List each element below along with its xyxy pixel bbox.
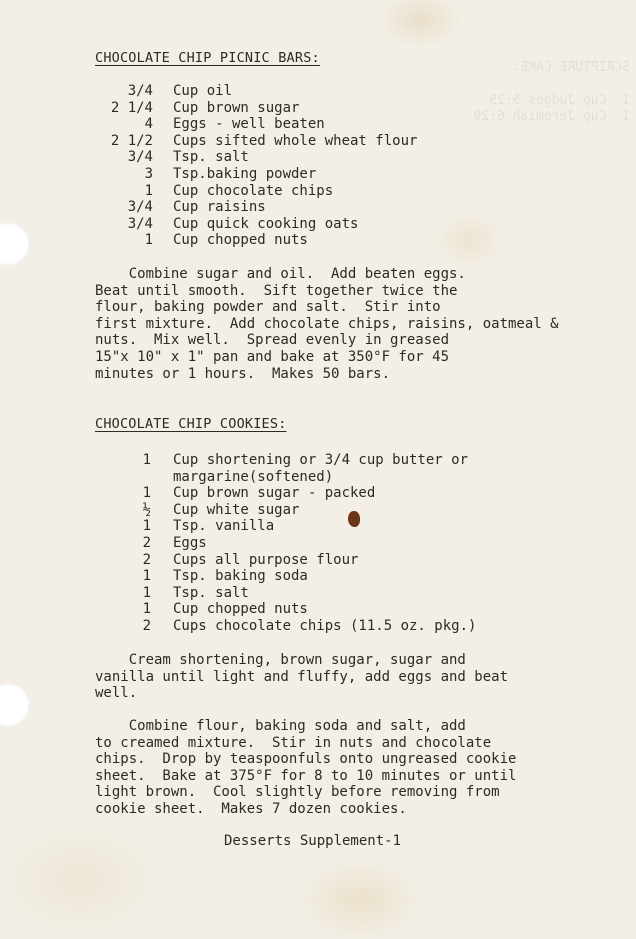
ingredient-quantity: 2 1/4 xyxy=(110,99,153,116)
ingredient-item: Cup chopped nuts xyxy=(173,232,308,249)
ingredient-row xyxy=(95,199,417,216)
ingredient-quantity: 1 xyxy=(142,485,151,502)
ingredient-item: Cup chopped nuts xyxy=(173,601,308,618)
ingredient-row xyxy=(95,485,476,502)
ingredient-quantity: 1 xyxy=(142,584,151,601)
punch-hole xyxy=(0,683,30,727)
ingredient-quantity: 3 xyxy=(144,165,153,182)
ingredient-item: Eggs - well beaten xyxy=(173,116,325,133)
ingredient-quantity: 1 xyxy=(144,182,153,199)
ingredient-item: Cups all purpose flour xyxy=(173,551,359,568)
ingredient-item: Cup white sugar xyxy=(173,501,300,518)
ingredient-quantity: 2 xyxy=(142,617,151,634)
ingredient-row xyxy=(95,100,417,117)
ingredient-quantity: 4 xyxy=(144,116,153,133)
ingredient-row xyxy=(95,232,417,249)
recipe-directions: Cream shortening, brown sugar, sugar and vanilla until light and fluffy, add eggs and beat well. xyxy=(95,652,509,702)
ingredient-row xyxy=(95,502,476,519)
ingredient-item: Cups sifted whole wheat flour xyxy=(173,132,418,149)
ingredient-item: Cup quick cooking oats xyxy=(173,215,359,232)
ingredient-quantity: ½ xyxy=(142,501,151,518)
ingredient-quantity: 3/4 xyxy=(127,199,153,216)
ingredient-quantity: 1 xyxy=(144,232,153,249)
ingredient-row xyxy=(95,149,417,166)
ingredient-row xyxy=(95,585,476,602)
ingredient-quantity: 1 xyxy=(142,601,151,618)
ingredient-item: Eggs xyxy=(173,534,207,551)
ingredient-item: Tsp. salt xyxy=(173,584,249,601)
ingredient-row xyxy=(95,452,476,485)
ingredient-item: Tsp. baking soda xyxy=(173,568,308,585)
ingredient-row xyxy=(95,618,476,635)
recipe-directions: Combine sugar and oil. Add beaten eggs. Beat until smooth. Sift together twice the flour, baking powder and salt. Stir into first mixture. Add chocolate chips, raisins, oatmeal & nuts. Mix well. Spread evenly in greased 15"x 10" x 1" pan and bake at 350°F for 45 minutes or 1 hours. Makes 50 bars. xyxy=(95,266,559,382)
ingredient-quantity: 1 xyxy=(142,518,151,535)
page-footer: Desserts Supplement-1 xyxy=(224,833,402,849)
ingredient-row xyxy=(95,568,476,585)
recipe-title: CHOCOLATE CHIP COOKIES: xyxy=(95,416,287,432)
ingredient-row xyxy=(95,183,417,200)
ingredient-row xyxy=(95,83,417,100)
ingredient-row xyxy=(95,518,476,535)
ingredient-list xyxy=(95,452,476,635)
ingredient-quantity: 2 xyxy=(142,534,151,551)
ingredient-row xyxy=(95,166,417,183)
recipe-directions: Combine flour, baking soda and salt, add to creamed mixture. Stir in nuts and chocolate chips. Drop by teaspoonfuls onto ungreased cookie sheet. Bake at 375°F for 8 to 10 minutes or until light brown. Cool slightly before removing from cookie sheet. Makes 7 dozen cookies. xyxy=(95,718,517,817)
ingredient-quantity: 3/4 xyxy=(127,149,153,166)
ingredient-row xyxy=(95,133,417,150)
ingredient-quantity: 2 1/2 xyxy=(110,132,153,149)
ingredient-row xyxy=(95,116,417,133)
ingredient-item: Cup raisins xyxy=(173,199,266,216)
ingredient-item: Cup brown sugar xyxy=(173,99,300,116)
ingredient-item: Cup chocolate chips xyxy=(173,182,334,199)
ingredient-item: Tsp. salt xyxy=(173,149,249,166)
ingredient-row xyxy=(95,601,476,618)
ingredient-item: Cups chocolate chips (11.5 oz. pkg.) xyxy=(173,617,477,634)
bleed-through-text: SCRIPTURE CAKE: 1 Cup Judges 5:25 1 Cup Jeremiah 6:20 ... xyxy=(473,60,630,141)
ingredient-quantity: 1 xyxy=(142,568,151,585)
ingredient-row xyxy=(95,535,476,552)
ingredient-row xyxy=(95,552,476,569)
chocolate-stain xyxy=(348,511,360,527)
ingredient-item: Tsp. vanilla xyxy=(173,518,275,535)
punch-hole xyxy=(0,222,30,266)
ingredient-item: Cup shortening or 3/4 cup butter or margarine(softened) xyxy=(173,452,469,485)
ingredient-item: Cup brown sugar - packed xyxy=(173,485,376,502)
ingredient-quantity: 2 xyxy=(142,551,151,568)
ingredient-row xyxy=(95,216,417,233)
ingredient-quantity: 3/4 xyxy=(127,83,153,99)
ingredient-list xyxy=(95,83,417,249)
recipe-title: CHOCOLATE CHIP PICNIC BARS: xyxy=(95,50,320,66)
ingredient-item: Cup oil xyxy=(173,83,233,99)
ingredient-item: Tsp.baking powder xyxy=(173,165,317,182)
ingredient-quantity: 3/4 xyxy=(127,215,153,232)
ingredient-quantity: 1 xyxy=(142,452,151,468)
